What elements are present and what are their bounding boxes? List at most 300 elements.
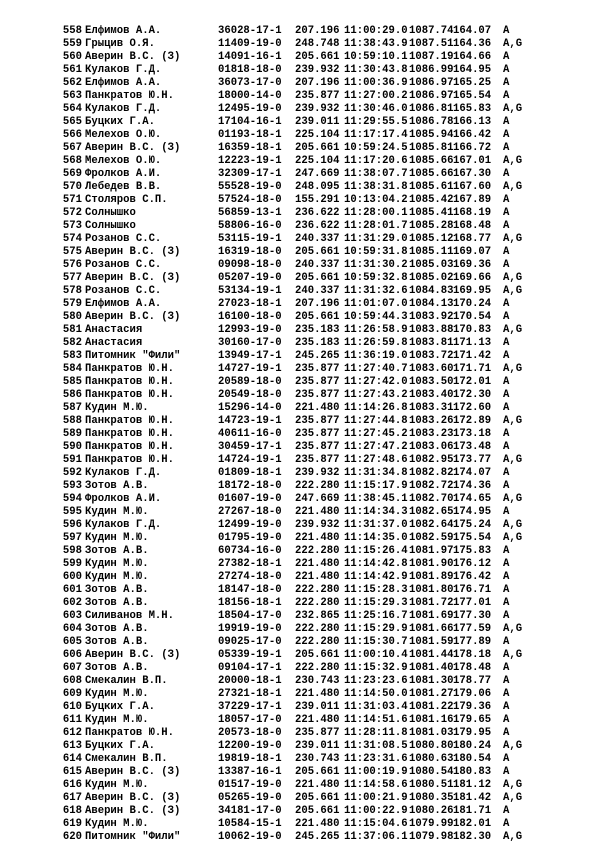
- cell-ring: 18156-18-1: [218, 597, 282, 609]
- cell-time: 11:31:34.8: [344, 467, 408, 479]
- cell-dist: 245.265: [295, 350, 340, 362]
- cell-speed: 1079.99: [409, 818, 454, 830]
- cell-dist: 235.877: [295, 727, 340, 739]
- cell-time: 11:27:43.2: [344, 389, 408, 401]
- cell-ring: 01809-18-1: [218, 467, 282, 479]
- cell-flag: A,G: [503, 38, 523, 50]
- cell-dist: 239.011: [295, 701, 340, 713]
- cell-dist: 205.661: [295, 792, 340, 804]
- cell-flag: A: [503, 129, 510, 141]
- cell-time: 11:38:07.7: [344, 168, 408, 180]
- cell-dist: 207.196: [295, 25, 340, 37]
- cell-coef: 169.66: [453, 272, 492, 284]
- cell-num: 607: [62, 662, 82, 674]
- cell-ring: 05339-19-1: [218, 649, 282, 661]
- cell-time: 11:31:37.0: [344, 519, 408, 531]
- cell-coef: 170.54: [453, 311, 492, 323]
- cell-flag: A: [503, 168, 510, 180]
- cell-num: 566: [62, 129, 82, 141]
- cell-speed: 1081.40: [409, 662, 454, 674]
- cell-speed: 1083.31: [409, 402, 454, 414]
- cell-name: Мелехов О.Ю.: [85, 155, 162, 167]
- cell-coef: 172.30: [453, 389, 492, 401]
- cell-num: 603: [62, 610, 82, 622]
- cell-num: 567: [62, 142, 82, 154]
- cell-name: Питомник "Фили": [85, 350, 181, 362]
- cell-time: 11:38:45.1: [344, 493, 408, 505]
- cell-coef: 164.36: [453, 38, 492, 50]
- cell-num: 564: [62, 103, 82, 115]
- cell-time: 11:31:03.4: [344, 701, 408, 713]
- cell-time: 11:14:51.6: [344, 714, 408, 726]
- cell-speed: 1080.80: [409, 740, 454, 752]
- cell-ring: 05265-19-0: [218, 792, 282, 804]
- cell-flag: A: [503, 818, 510, 830]
- cell-dist: 230.743: [295, 753, 340, 765]
- cell-ring: 14727-19-1: [218, 363, 282, 375]
- cell-name: Панкратов Ю.Н.: [85, 363, 175, 375]
- cell-name: Смекалин В.П.: [85, 753, 168, 765]
- cell-coef: 167.01: [453, 155, 492, 167]
- cell-time: 11:15:30.7: [344, 636, 408, 648]
- cell-coef: 170.83: [453, 324, 492, 336]
- cell-speed: 1084.13: [409, 298, 454, 310]
- cell-dist: 222.280: [295, 584, 340, 596]
- cell-coef: 176.42: [453, 571, 492, 583]
- cell-ring: 15296-14-0: [218, 402, 282, 414]
- cell-ring: 12200-19-0: [218, 740, 282, 752]
- cell-coef: 179.06: [453, 688, 492, 700]
- cell-flag: A: [503, 116, 510, 128]
- cell-ring: 18057-17-0: [218, 714, 282, 726]
- cell-time: 11:31:30.2: [344, 259, 408, 271]
- cell-ring: 20573-18-0: [218, 727, 282, 739]
- cell-flag: A,G: [503, 415, 523, 427]
- cell-speed: 1084.83: [409, 285, 454, 297]
- cell-time: 11:15:29.3: [344, 597, 408, 609]
- cell-coef: 166.13: [453, 116, 492, 128]
- cell-time: 11:30:46.0: [344, 103, 408, 115]
- cell-time: 11:15:32.9: [344, 662, 408, 674]
- cell-ring: 05207-19-0: [218, 272, 282, 284]
- cell-num: 610: [62, 701, 82, 713]
- cell-time: 11:15:29.9: [344, 623, 408, 635]
- cell-dist: 207.196: [295, 77, 340, 89]
- cell-name: Силиванов М.Н.: [85, 610, 175, 622]
- cell-num: 616: [62, 779, 82, 791]
- cell-flag: A: [503, 714, 510, 726]
- cell-speed: 1081.44: [409, 649, 454, 661]
- cell-flag: A,G: [503, 519, 523, 531]
- cell-num: 613: [62, 740, 82, 752]
- cell-ring: 13949-17-1: [218, 350, 282, 362]
- cell-name: Кудин М.Ю.: [85, 818, 149, 830]
- cell-dist: 155.291: [295, 194, 340, 206]
- cell-coef: 179.95: [453, 727, 492, 739]
- cell-name: Фролков А.И.: [85, 493, 162, 505]
- cell-speed: 1086.81: [409, 103, 454, 115]
- cell-ring: 27321-18-1: [218, 688, 282, 700]
- cell-ring: 53115-19-1: [218, 233, 282, 245]
- cell-dist: 239.011: [295, 740, 340, 752]
- cell-time: 11:01:07.0: [344, 298, 408, 310]
- cell-speed: 1081.69: [409, 610, 454, 622]
- cell-speed: 1080.26: [409, 805, 454, 817]
- cell-name: Мелехов О.Ю.: [85, 129, 162, 141]
- cell-coef: 180.83: [453, 766, 492, 778]
- cell-flag: A,G: [503, 155, 523, 167]
- cell-ring: 01607-19-0: [218, 493, 282, 505]
- cell-speed: 1081.90: [409, 558, 454, 570]
- cell-num: 573: [62, 220, 82, 232]
- cell-time: 11:14:58.6: [344, 779, 408, 791]
- cell-name: Аверин В.С. (З): [85, 142, 181, 154]
- cell-coef: 178.77: [453, 675, 492, 687]
- cell-coef: 174.65: [453, 493, 492, 505]
- cell-name: Аверин В.С. (З): [85, 272, 181, 284]
- cell-coef: 164.07: [453, 25, 492, 37]
- cell-time: 11:14:42.9: [344, 571, 408, 583]
- cell-num: 560: [62, 51, 82, 63]
- cell-time: 11:27:47.2: [344, 441, 408, 453]
- cell-name: Солнышко: [85, 220, 136, 232]
- cell-ring: 12495-19-0: [218, 103, 282, 115]
- cell-speed: 1086.97: [409, 77, 454, 89]
- cell-speed: 1082.65: [409, 506, 454, 518]
- cell-name: Аверин В.С. (З): [85, 311, 181, 323]
- cell-dist: 221.480: [295, 506, 340, 518]
- cell-ring: 53134-19-1: [218, 285, 282, 297]
- cell-name: Панкратов Ю.Н.: [85, 90, 175, 102]
- cell-time: 11:00:19.9: [344, 766, 408, 778]
- cell-flag: A: [503, 766, 510, 778]
- cell-time: 11:00:22.9: [344, 805, 408, 817]
- cell-ring: 12499-19-0: [218, 519, 282, 531]
- cell-speed: 1083.72: [409, 350, 454, 362]
- cell-dist: 205.661: [295, 142, 340, 154]
- cell-coef: 175.83: [453, 545, 492, 557]
- cell-speed: 1083.26: [409, 415, 454, 427]
- cell-time: 11:27:48.6: [344, 454, 408, 466]
- cell-ring: 36028-17-1: [218, 25, 282, 37]
- cell-num: 614: [62, 753, 82, 765]
- cell-name: Столяров С.П.: [85, 194, 168, 206]
- cell-num: 575: [62, 246, 82, 258]
- cell-flag: A: [503, 636, 510, 648]
- cell-name: Буцких Г.А.: [85, 116, 155, 128]
- cell-ring: 13387-16-1: [218, 766, 282, 778]
- cell-time: 11:00:21.9: [344, 792, 408, 804]
- cell-time: 11:26:58.9: [344, 324, 408, 336]
- cell-dist: 235.877: [295, 441, 340, 453]
- cell-name: Зотов А.В.: [85, 584, 149, 596]
- cell-time: 11:14:50.0: [344, 688, 408, 700]
- cell-speed: 1085.02: [409, 272, 454, 284]
- cell-ring: 27274-18-0: [218, 571, 282, 583]
- cell-coef: 167.89: [453, 194, 492, 206]
- cell-flag: A: [503, 389, 510, 401]
- cell-name: Питомник "Фили": [85, 831, 181, 843]
- cell-dist: 239.932: [295, 467, 340, 479]
- cell-time: 11:28:01.7: [344, 220, 408, 232]
- cell-dist: 230.743: [295, 675, 340, 687]
- cell-ring: 37229-17-1: [218, 701, 282, 713]
- cell-flag: A: [503, 90, 510, 102]
- cell-time: 11:00:29.0: [344, 25, 408, 37]
- cell-name: Кудин М.Ю.: [85, 402, 149, 414]
- cell-speed: 1082.59: [409, 532, 454, 544]
- cell-dist: 239.011: [295, 116, 340, 128]
- cell-dist: 235.877: [295, 389, 340, 401]
- cell-num: 581: [62, 324, 82, 336]
- cell-name: Зотов А.В.: [85, 636, 149, 648]
- cell-coef: 164.95: [453, 64, 492, 76]
- cell-ring: 10062-19-0: [218, 831, 282, 843]
- cell-dist: 239.932: [295, 519, 340, 531]
- cell-speed: 1085.42: [409, 194, 454, 206]
- cell-name: Розанов С.С.: [85, 233, 162, 245]
- cell-coef: 177.30: [453, 610, 492, 622]
- cell-flag: A,G: [503, 532, 523, 544]
- cell-num: 576: [62, 259, 82, 271]
- cell-dist: 235.877: [295, 363, 340, 375]
- cell-speed: 1085.41: [409, 207, 454, 219]
- cell-flag: A: [503, 675, 510, 687]
- cell-name: Кулаков Г.Д.: [85, 467, 162, 479]
- cell-name: Лебедев В.В.: [85, 181, 162, 193]
- cell-ring: 09025-17-0: [218, 636, 282, 648]
- cell-speed: 1081.22: [409, 701, 454, 713]
- cell-time: 11:15:28.3: [344, 584, 408, 596]
- cell-dist: 245.265: [295, 831, 340, 843]
- cell-dist: 221.480: [295, 532, 340, 544]
- cell-dist: 221.480: [295, 779, 340, 791]
- cell-dist: 235.877: [295, 415, 340, 427]
- cell-name: Зотов А.В.: [85, 480, 149, 492]
- cell-ring: 30459-17-1: [218, 441, 282, 453]
- cell-ring: 18147-18-0: [218, 584, 282, 596]
- cell-ring: 14723-19-1: [218, 415, 282, 427]
- cell-ring: 27382-18-1: [218, 558, 282, 570]
- cell-time: 10:59:10.1: [344, 51, 408, 63]
- cell-time: 11:31:08.5: [344, 740, 408, 752]
- cell-flag: A: [503, 77, 510, 89]
- cell-flag: A: [503, 584, 510, 596]
- cell-ring: 20589-18-0: [218, 376, 282, 388]
- cell-coef: 164.66: [453, 51, 492, 63]
- cell-num: 588: [62, 415, 82, 427]
- cell-coef: 166.42: [453, 129, 492, 141]
- cell-flag: A: [503, 220, 510, 232]
- cell-num: 620: [62, 831, 82, 843]
- cell-num: 558: [62, 25, 82, 37]
- cell-speed: 1081.97: [409, 545, 454, 557]
- cell-time: 11:27:00.2: [344, 90, 408, 102]
- cell-flag: A: [503, 142, 510, 154]
- cell-speed: 1083.23: [409, 428, 454, 440]
- cell-coef: 180.24: [453, 740, 492, 752]
- cell-time: 10:13:04.2: [344, 194, 408, 206]
- cell-num: 585: [62, 376, 82, 388]
- cell-name: Панкратов Ю.Н.: [85, 428, 175, 440]
- cell-name: Панкратов Ю.Н.: [85, 389, 175, 401]
- cell-name: Панкратов Ю.Н.: [85, 415, 175, 427]
- cell-num: 601: [62, 584, 82, 596]
- cell-num: 590: [62, 441, 82, 453]
- cell-dist: 235.877: [295, 428, 340, 440]
- cell-dist: 248.748: [295, 38, 340, 50]
- cell-ring: 11409-19-0: [218, 38, 282, 50]
- cell-coef: 168.19: [453, 207, 492, 219]
- cell-num: 608: [62, 675, 82, 687]
- cell-ring: 01517-19-0: [218, 779, 282, 791]
- cell-dist: 239.932: [295, 103, 340, 115]
- cell-dist: 240.337: [295, 285, 340, 297]
- cell-ring: 18172-18-0: [218, 480, 282, 492]
- cell-name: Смекалин В.П.: [85, 675, 168, 687]
- cell-dist: 205.661: [295, 51, 340, 63]
- cell-dist: 221.480: [295, 402, 340, 414]
- cell-time: 11:25:16.7: [344, 610, 408, 622]
- cell-name: Кудин М.Ю.: [85, 714, 149, 726]
- cell-coef: 168.48: [453, 220, 492, 232]
- cell-flag: A: [503, 194, 510, 206]
- cell-speed: 1082.72: [409, 480, 454, 492]
- cell-flag: A: [503, 506, 510, 518]
- cell-time: 11:17:17.4: [344, 129, 408, 141]
- cell-num: 571: [62, 194, 82, 206]
- cell-speed: 1083.88: [409, 324, 454, 336]
- cell-speed: 1081.72: [409, 597, 454, 609]
- cell-name: Зотов А.В.: [85, 662, 149, 674]
- cell-dist: 235.183: [295, 324, 340, 336]
- cell-dist: 205.661: [295, 805, 340, 817]
- cell-name: Анастасия: [85, 324, 143, 336]
- cell-dist: 205.661: [295, 766, 340, 778]
- cell-num: 599: [62, 558, 82, 570]
- cell-coef: 167.30: [453, 168, 492, 180]
- cell-num: 562: [62, 77, 82, 89]
- cell-num: 617: [62, 792, 82, 804]
- cell-flag: A,G: [503, 493, 523, 505]
- cell-flag: A: [503, 597, 510, 609]
- cell-name: Буцких Г.А.: [85, 701, 155, 713]
- cell-flag: A: [503, 298, 510, 310]
- cell-coef: 176.71: [453, 584, 492, 596]
- cell-num: 605: [62, 636, 82, 648]
- cell-num: 595: [62, 506, 82, 518]
- cell-coef: 165.83: [453, 103, 492, 115]
- cell-ring: 18504-17-0: [218, 610, 282, 622]
- cell-num: 592: [62, 467, 82, 479]
- cell-num: 578: [62, 285, 82, 297]
- cell-coef: 177.89: [453, 636, 492, 648]
- cell-time: 11:29:55.5: [344, 116, 408, 128]
- cell-coef: 165.54: [453, 90, 492, 102]
- cell-coef: 173.48: [453, 441, 492, 453]
- cell-coef: 180.54: [453, 753, 492, 765]
- cell-ring: 55528-19-0: [218, 181, 282, 193]
- cell-speed: 1081.16: [409, 714, 454, 726]
- cell-num: 579: [62, 298, 82, 310]
- cell-flag: A: [503, 727, 510, 739]
- cell-ring: 01193-18-1: [218, 129, 282, 141]
- cell-num: 584: [62, 363, 82, 375]
- cell-num: 611: [62, 714, 82, 726]
- cell-coef: 172.89: [453, 415, 492, 427]
- cell-name: Аверин В.С. (З): [85, 792, 181, 804]
- cell-name: Зотов А.В.: [85, 623, 149, 635]
- cell-time: 11:00:10.4: [344, 649, 408, 661]
- cell-speed: 1081.30: [409, 675, 454, 687]
- cell-name: Аверин В.С. (З): [85, 805, 181, 817]
- cell-coef: 172.60: [453, 402, 492, 414]
- cell-ring: 17104-16-1: [218, 116, 282, 128]
- cell-num: 598: [62, 545, 82, 557]
- cell-speed: 1080.54: [409, 766, 454, 778]
- cell-num: 593: [62, 480, 82, 492]
- cell-speed: 1085.28: [409, 220, 454, 232]
- cell-dist: 205.661: [295, 311, 340, 323]
- cell-time: 11:14:26.8: [344, 402, 408, 414]
- cell-speed: 1081.03: [409, 727, 454, 739]
- cell-coef: 167.60: [453, 181, 492, 193]
- cell-speed: 1081.59: [409, 636, 454, 648]
- cell-coef: 181.71: [453, 805, 492, 817]
- cell-time: 11:14:42.8: [344, 558, 408, 570]
- cell-speed: 1085.94: [409, 129, 454, 141]
- cell-time: 11:37:06.1: [344, 831, 408, 843]
- cell-coef: 174.07: [453, 467, 492, 479]
- cell-ring: 18000-14-0: [218, 90, 282, 102]
- cell-flag: A: [503, 51, 510, 63]
- cell-ring: 19919-19-0: [218, 623, 282, 635]
- cell-name: Зотов А.В.: [85, 545, 149, 557]
- cell-ring: 16319-18-0: [218, 246, 282, 258]
- cell-dist: 247.669: [295, 168, 340, 180]
- cell-name: Аверин В.С. (З): [85, 649, 181, 661]
- cell-coef: 179.36: [453, 701, 492, 713]
- cell-coef: 171.42: [453, 350, 492, 362]
- cell-coef: 173.18: [453, 428, 492, 440]
- cell-name: Кудин М.Ю.: [85, 532, 149, 544]
- cell-speed: 1082.95: [409, 454, 454, 466]
- cell-coef: 171.13: [453, 337, 492, 349]
- cell-num: 591: [62, 454, 82, 466]
- cell-coef: 181.42: [453, 792, 492, 804]
- cell-speed: 1081.89: [409, 571, 454, 583]
- cell-name: Панкратов Ю.Н.: [85, 727, 175, 739]
- cell-num: 569: [62, 168, 82, 180]
- cell-dist: 239.932: [295, 64, 340, 76]
- cell-name: Елфимов А.А.: [85, 77, 162, 89]
- cell-dist: 222.280: [295, 480, 340, 492]
- cell-name: Панкратов Ю.Н.: [85, 376, 175, 388]
- cell-flag: A,G: [503, 285, 523, 297]
- cell-coef: 169.07: [453, 246, 492, 258]
- cell-num: 612: [62, 727, 82, 739]
- cell-coef: 182.01: [453, 818, 492, 830]
- cell-flag: A,G: [503, 649, 523, 661]
- cell-time: 11:38:31.8: [344, 181, 408, 193]
- cell-ring: 01795-19-0: [218, 532, 282, 544]
- cell-time: 11:26:59.8: [344, 337, 408, 349]
- cell-flag: A,G: [503, 363, 523, 375]
- cell-speed: 1083.60: [409, 363, 454, 375]
- cell-ring: 57524-18-0: [218, 194, 282, 206]
- cell-speed: 1083.81: [409, 337, 454, 349]
- cell-speed: 1080.63: [409, 753, 454, 765]
